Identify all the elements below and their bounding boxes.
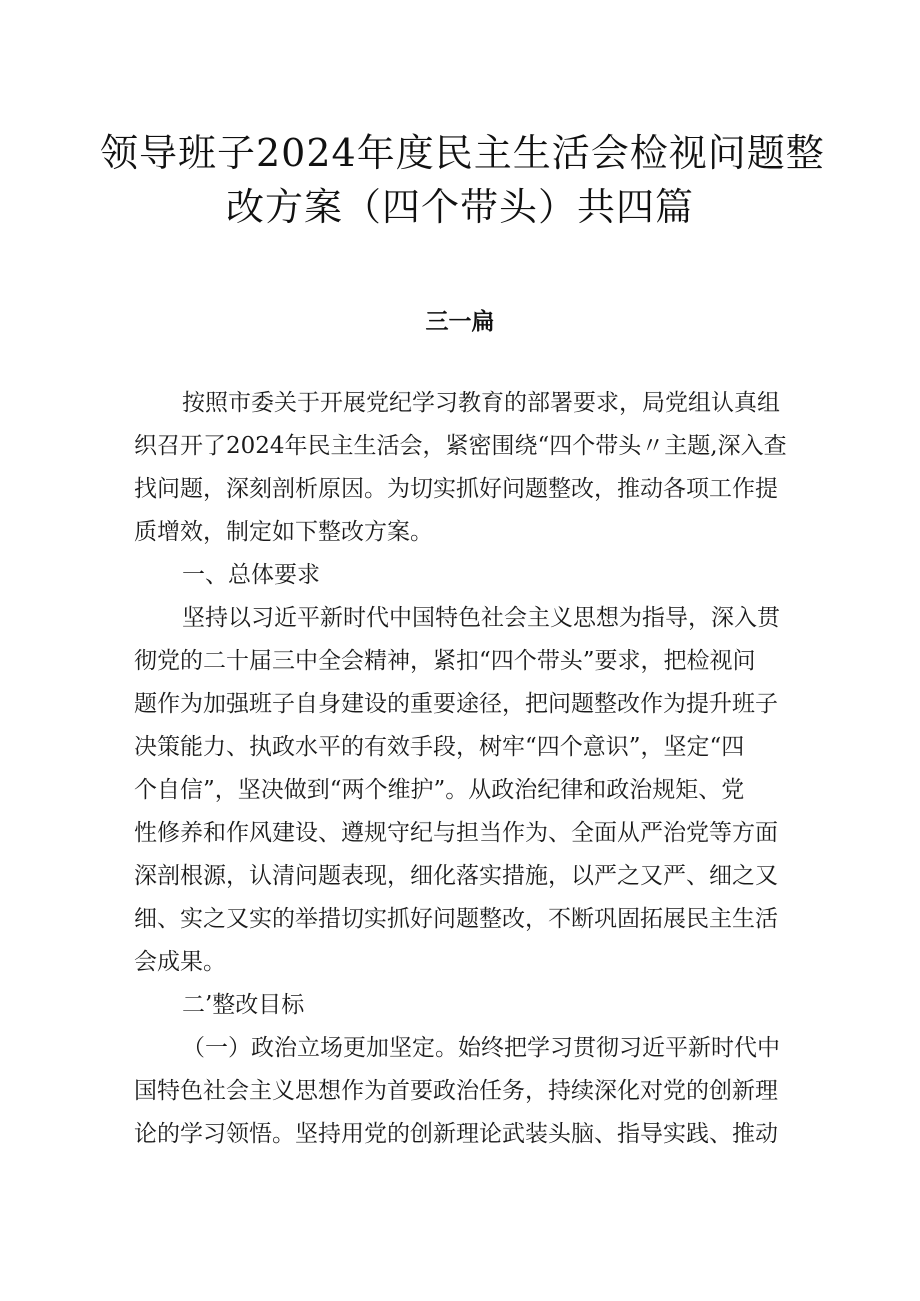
paragraph-line: 按照市委关于开展党纪学习教育的部署要求，局党组认真组 [182, 390, 780, 416]
document-title-line-2: 改方案（四个带头）共四篇 [225, 185, 694, 229]
paragraph-line: （一）政治立场更加坚定。始终把学习贯彻习近平新时代中 [182, 1035, 780, 1061]
paragraph-line: 论的学习领悟。坚持用党的创新理论武装头脑、指导实践、推动 [134, 1121, 778, 1147]
paragraph-line: 坚持以习近平新时代中国特色社会主义思想为指导，深入贯 [182, 605, 780, 631]
section-label: 三一扁 [425, 309, 495, 335]
paragraph-line: 个自信”，坚决做到“两个维护”。从政治纪律和政治规矩、党 [134, 777, 745, 803]
paragraph-line: 国特色社会主义思想作为首要政治任务，持续深化对党的创新理 [134, 1078, 778, 1104]
paragraph-line: 深剖根源，认清问题表现，细化落实措施，以严之又严、细之又 [134, 863, 778, 889]
paragraph-line: 找问题，深刻剖析原因。为切实抓好问题整改，推动各项工作提 [134, 476, 778, 502]
paragraph-line: 彻党的二十届三中全会精神，紧扣“四个带头”要求，把检视问 [134, 648, 756, 674]
document-title-line-1: 领导班子2024年度民主生活会检视问题整 [100, 131, 825, 175]
paragraph-line: 决策能力、执政水平的有效手段，树牢“四个意识”，坚定“四 [134, 734, 745, 760]
section-heading: 二’整改目标 [182, 992, 305, 1018]
section-heading: 一、总体要求 [182, 562, 320, 588]
paragraph-line: 题作为加强班子自身建设的重要途径，把问题整改作为提升班子 [134, 691, 778, 717]
paragraph-line: 细、实之又实的举措切实抓好问题整改，不断巩固拓展民主生活 [134, 906, 778, 932]
paragraph-line: 织召开了2024年民主生活会，紧密围绕“四个带头〃主题,深入查 [134, 433, 787, 459]
body-text [134, 382, 794, 1156]
paragraph-line: 会成果。 [134, 949, 226, 975]
paragraph-line: 质增效，制定如下整改方案。 [134, 519, 433, 545]
paragraph-line: 性修养和作风建设、遵规守纪与担当作为、全面从严治党等方面 [134, 820, 778, 846]
